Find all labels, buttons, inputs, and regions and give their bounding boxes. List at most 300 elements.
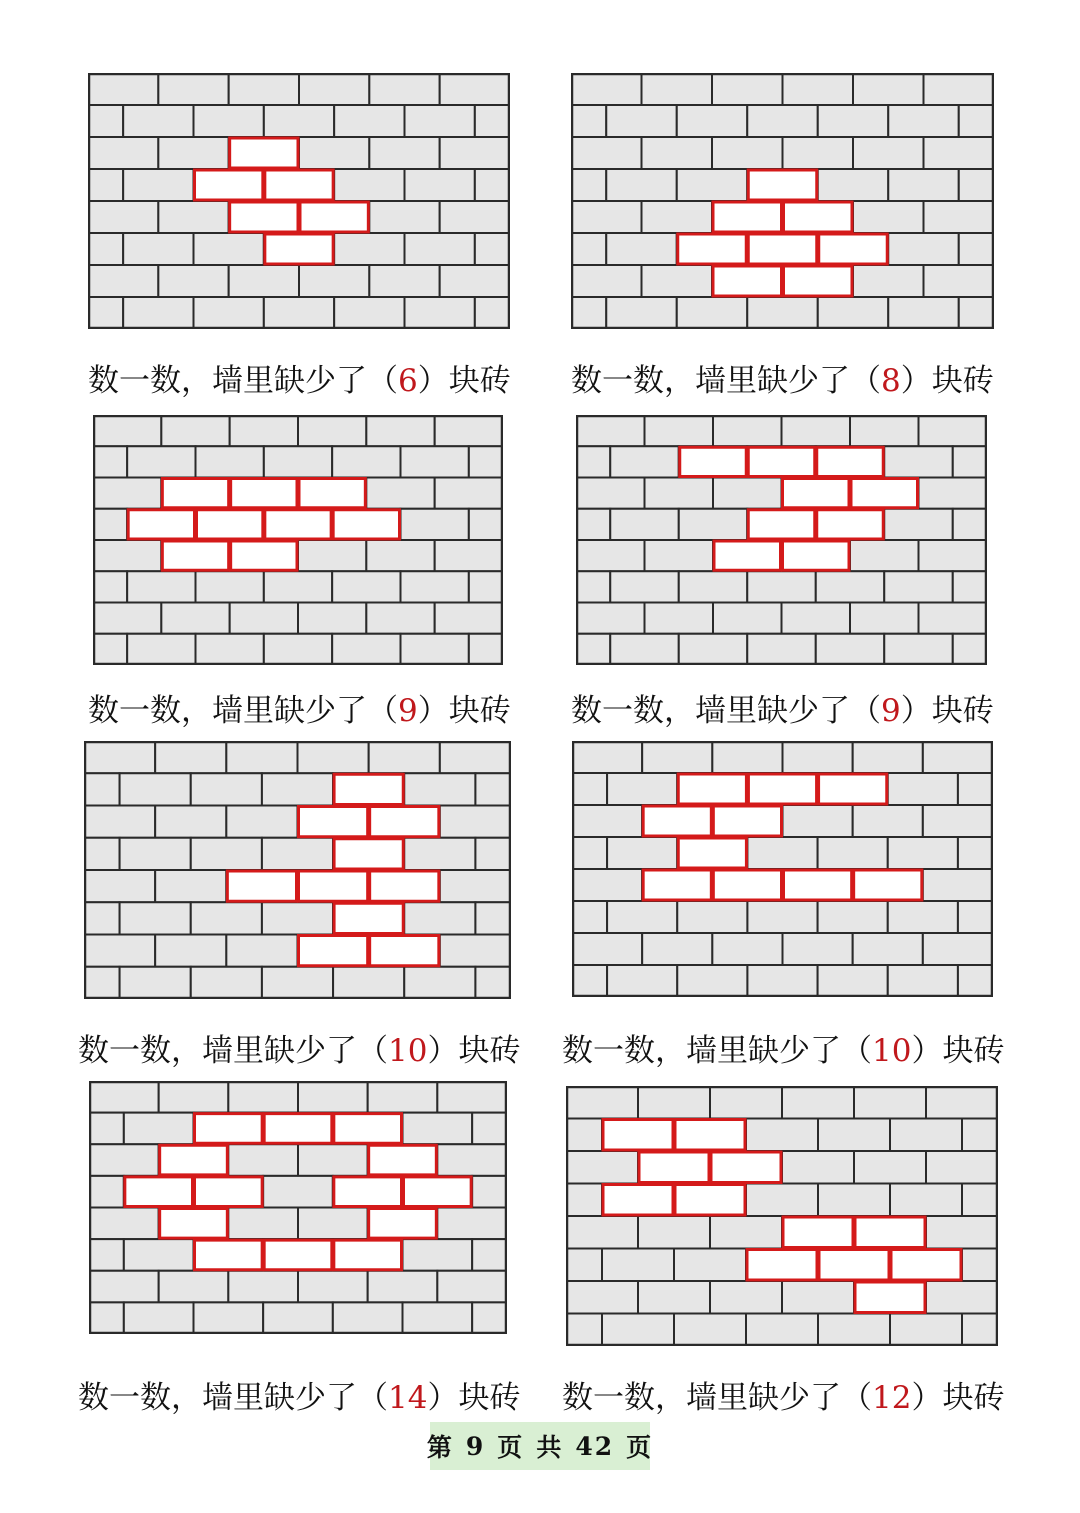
brick [440, 935, 511, 967]
answer-value: 10 [388, 1033, 428, 1069]
missing-brick [229, 201, 299, 233]
brick [747, 837, 817, 869]
brick [566, 1184, 602, 1217]
brick [84, 935, 155, 967]
missing-brick [854, 1216, 926, 1249]
puzzle-3 [93, 415, 503, 665]
caption-1: 数一数，墙里缺少了（6）块砖 [88, 363, 511, 399]
brick [566, 1151, 638, 1184]
brick [566, 1086, 638, 1119]
brick [816, 634, 885, 665]
brick [610, 634, 679, 665]
missing-brick [679, 446, 748, 477]
brick [440, 73, 510, 105]
missing-brick [747, 446, 816, 477]
missing-brick [332, 509, 400, 540]
missing-brick [229, 137, 299, 169]
brick [440, 741, 511, 773]
brick [782, 603, 851, 634]
brick [84, 967, 120, 999]
brick [404, 967, 475, 999]
missing-brick [230, 478, 298, 509]
brick [401, 634, 469, 665]
brick [366, 540, 434, 571]
brick [783, 73, 854, 105]
brick [576, 446, 610, 477]
brick [191, 838, 262, 870]
brick [645, 603, 714, 634]
brick [88, 169, 123, 201]
missing-brick [712, 869, 782, 901]
missing-brick [368, 1208, 438, 1240]
brick [888, 297, 959, 329]
answer-value: 9 [398, 693, 418, 729]
answer-value: 12 [872, 1380, 912, 1416]
brick [679, 509, 748, 540]
brick [816, 571, 885, 602]
brick [401, 571, 469, 602]
brick [124, 1302, 194, 1334]
brick [228, 1144, 298, 1176]
brick [158, 73, 228, 105]
brick [642, 933, 712, 965]
missing-brick [782, 540, 851, 571]
missing-brick [226, 870, 297, 902]
brick [958, 901, 993, 933]
brick [953, 634, 987, 665]
brick [923, 869, 993, 901]
brick [120, 902, 191, 934]
brick [89, 1176, 124, 1208]
puzzle-6 [572, 741, 993, 997]
missing-brick [712, 265, 783, 297]
brick [853, 265, 924, 297]
brick [264, 446, 332, 477]
missing-brick [194, 169, 264, 201]
brick [89, 1081, 159, 1113]
missing-brick [816, 446, 885, 477]
brick [710, 1086, 782, 1119]
brick [369, 741, 440, 773]
missing-brick [230, 540, 298, 571]
brick [818, 1184, 890, 1217]
brick [84, 806, 155, 838]
brick [712, 137, 783, 169]
brick [638, 1086, 710, 1119]
brick [124, 1113, 194, 1145]
brick [782, 1281, 854, 1314]
brick [93, 634, 127, 665]
brick [566, 1216, 638, 1249]
brick [576, 415, 645, 446]
brick [642, 265, 713, 297]
brick [89, 1208, 159, 1240]
brick [475, 773, 511, 805]
brick [332, 634, 400, 665]
brick [84, 773, 120, 805]
missing-brick [677, 837, 747, 869]
brick [475, 233, 510, 265]
brick [888, 233, 959, 265]
brick [571, 201, 642, 233]
brick [262, 967, 333, 999]
brick [264, 105, 334, 137]
brick [783, 805, 853, 837]
brick [469, 446, 503, 477]
brick [88, 297, 123, 329]
brick [158, 137, 228, 169]
brick [747, 634, 816, 665]
missing-brick [333, 838, 404, 870]
brick [818, 105, 889, 137]
brick [403, 1113, 473, 1145]
missing-brick [298, 478, 366, 509]
brick [155, 806, 226, 838]
brick [93, 571, 127, 602]
brick [404, 838, 475, 870]
brick [472, 1239, 507, 1271]
brick [645, 540, 714, 571]
brick [576, 540, 645, 571]
missing-brick [638, 1151, 710, 1184]
brick [403, 1239, 473, 1271]
brick [405, 105, 475, 137]
brick-wall [88, 73, 510, 329]
brick [366, 415, 434, 446]
brick [853, 73, 924, 105]
brick [713, 478, 782, 509]
missing-brick [853, 869, 923, 901]
brick [854, 1151, 926, 1184]
brick [194, 1302, 264, 1334]
current-page: 9 [465, 1431, 486, 1461]
brick [196, 571, 264, 602]
brick [440, 201, 510, 233]
caption-2: 数一数，墙里缺少了（8）块砖 [571, 363, 994, 399]
brick [919, 603, 988, 634]
brick [332, 446, 400, 477]
brick [572, 901, 607, 933]
missing-brick [890, 1249, 962, 1282]
brick [924, 137, 995, 169]
missing-brick [818, 1249, 890, 1282]
missing-brick [196, 509, 264, 540]
brick [89, 1144, 159, 1176]
brick [88, 201, 158, 233]
brick [747, 571, 816, 602]
brick [884, 634, 953, 665]
brick [332, 571, 400, 602]
brick [262, 773, 333, 805]
brick [850, 415, 919, 446]
brick [571, 233, 606, 265]
missing-brick [333, 773, 404, 805]
brick [566, 1119, 602, 1152]
brick [818, 901, 888, 933]
brick [959, 297, 994, 329]
brick [229, 265, 299, 297]
brick [89, 1113, 124, 1145]
missing-brick [299, 201, 369, 233]
missing-brick [263, 1239, 333, 1271]
missing-brick [642, 805, 712, 837]
brick [602, 1314, 674, 1347]
brick [818, 169, 889, 201]
missing-brick [333, 1113, 403, 1145]
brick [888, 105, 959, 137]
brick [818, 1314, 890, 1347]
brick [953, 509, 987, 540]
brick [158, 265, 228, 297]
brick-wall [572, 741, 993, 997]
brick [571, 265, 642, 297]
missing-brick [747, 233, 818, 265]
missing-brick [264, 509, 332, 540]
missing-brick [602, 1119, 674, 1152]
brick [679, 634, 748, 665]
answer-value: 9 [881, 693, 901, 729]
brick [127, 634, 195, 665]
brick [645, 478, 714, 509]
brick-wall [93, 415, 503, 665]
brick [607, 901, 677, 933]
missing-brick [747, 169, 818, 201]
brick [89, 1302, 124, 1334]
missing-brick [369, 935, 440, 967]
brick [890, 1314, 962, 1347]
brick [93, 540, 161, 571]
brick [155, 870, 226, 902]
missing-brick [712, 201, 783, 233]
missing-brick [818, 233, 889, 265]
brick [713, 415, 782, 446]
brick [642, 201, 713, 233]
brick [228, 1271, 298, 1303]
brick [120, 773, 191, 805]
brick [884, 571, 953, 602]
brick [712, 933, 782, 965]
brick [926, 1151, 998, 1184]
brick [368, 1271, 438, 1303]
brick [194, 233, 264, 265]
brick [368, 1081, 438, 1113]
brick [298, 741, 369, 773]
brick [572, 741, 642, 773]
brick [607, 965, 677, 997]
brick [576, 634, 610, 665]
caption-7: 数一数，墙里缺少了（14）块砖 [78, 1380, 521, 1416]
brick [472, 1302, 507, 1334]
brick [818, 297, 889, 329]
brick [437, 1144, 507, 1176]
brick [850, 603, 919, 634]
brick [93, 478, 161, 509]
brick [710, 1216, 782, 1249]
puzzle-2 [571, 73, 994, 329]
brick [88, 265, 158, 297]
missing-brick [368, 1144, 438, 1176]
brick [298, 1144, 368, 1176]
brick [369, 265, 439, 297]
missing-brick [161, 478, 229, 509]
brick [440, 870, 511, 902]
brick [84, 870, 155, 902]
brick [228, 1081, 298, 1113]
brick [191, 967, 262, 999]
missing-brick [298, 806, 369, 838]
brick [469, 509, 503, 540]
brick [850, 540, 919, 571]
brick [298, 415, 366, 446]
brick [191, 902, 262, 934]
missing-brick [333, 902, 404, 934]
brick [88, 137, 158, 169]
puzzle-7 [89, 1081, 507, 1334]
missing-brick [194, 1113, 264, 1145]
missing-brick [854, 1281, 926, 1314]
missing-brick [677, 773, 747, 805]
brick [93, 446, 127, 477]
brick [677, 965, 747, 997]
brick [638, 1216, 710, 1249]
brick [298, 540, 366, 571]
brick [607, 837, 677, 869]
brick [572, 837, 607, 869]
brick [962, 1249, 998, 1282]
missing-brick [674, 1119, 746, 1152]
brick [366, 603, 434, 634]
brick [123, 233, 193, 265]
brick [571, 137, 642, 169]
brick [888, 837, 958, 869]
brick [747, 901, 817, 933]
brick [746, 1184, 818, 1217]
brick [890, 1119, 962, 1152]
missing-brick [127, 509, 195, 540]
brick [196, 634, 264, 665]
brick [746, 1119, 818, 1152]
brick [155, 935, 226, 967]
brick [158, 201, 228, 233]
missing-brick [782, 1216, 854, 1249]
brick [958, 773, 993, 805]
brick [677, 297, 748, 329]
missing-brick [816, 509, 885, 540]
brick [226, 741, 297, 773]
brick [334, 169, 404, 201]
brick [926, 1086, 998, 1119]
brick [159, 1081, 229, 1113]
missing-brick [264, 169, 334, 201]
brick [405, 233, 475, 265]
brick [262, 838, 333, 870]
missing-brick [264, 233, 334, 265]
brick [888, 169, 959, 201]
missing-brick [746, 1249, 818, 1282]
brick [127, 571, 195, 602]
brick [475, 169, 510, 201]
brick [572, 773, 607, 805]
missing-brick [783, 265, 854, 297]
brick [437, 1081, 507, 1113]
brick [607, 773, 677, 805]
brick [88, 233, 123, 265]
missing-brick [783, 869, 853, 901]
brick [919, 540, 988, 571]
brick [923, 933, 993, 965]
brick [962, 1184, 998, 1217]
brick [89, 1271, 159, 1303]
brick [369, 73, 439, 105]
brick [298, 603, 366, 634]
brick [566, 1314, 602, 1347]
brick [959, 169, 994, 201]
brick [298, 1081, 368, 1113]
brick [602, 1249, 674, 1282]
brick [194, 105, 264, 137]
missing-brick [403, 1176, 473, 1208]
brick [299, 73, 369, 105]
brick [576, 509, 610, 540]
brick [475, 105, 510, 137]
missing-brick [263, 1113, 333, 1145]
brick [710, 1281, 782, 1314]
brick [783, 741, 853, 773]
brick [924, 201, 995, 233]
brick [853, 933, 923, 965]
brick [120, 967, 191, 999]
brick [469, 571, 503, 602]
brick [746, 1314, 818, 1347]
brick [853, 137, 924, 169]
brick [610, 446, 679, 477]
brick [366, 478, 434, 509]
brick [475, 297, 510, 329]
brick [401, 446, 469, 477]
brick [576, 603, 645, 634]
brick [782, 415, 851, 446]
brick [782, 1151, 854, 1184]
brick [84, 741, 155, 773]
brick [263, 1176, 333, 1208]
brick [677, 901, 747, 933]
brick [853, 741, 923, 773]
brick [93, 415, 161, 446]
brick [712, 741, 782, 773]
brick [566, 1281, 638, 1314]
brick [405, 169, 475, 201]
brick [674, 1249, 746, 1282]
brick [926, 1281, 998, 1314]
brick-wall [576, 415, 987, 665]
brick [194, 297, 264, 329]
brick [333, 1302, 403, 1334]
brick [263, 1302, 333, 1334]
brick [472, 1113, 507, 1145]
puzzle-5 [84, 741, 511, 999]
brick [959, 233, 994, 265]
brick [712, 73, 783, 105]
caption-8: 数一数，墙里缺少了（12）块砖 [562, 1380, 1005, 1416]
missing-brick [710, 1151, 782, 1184]
brick [576, 571, 610, 602]
brick [93, 509, 127, 540]
missing-brick [298, 870, 369, 902]
brick [919, 415, 988, 446]
missing-brick [159, 1208, 229, 1240]
answer-value: 10 [872, 1033, 912, 1069]
brick [229, 73, 299, 105]
